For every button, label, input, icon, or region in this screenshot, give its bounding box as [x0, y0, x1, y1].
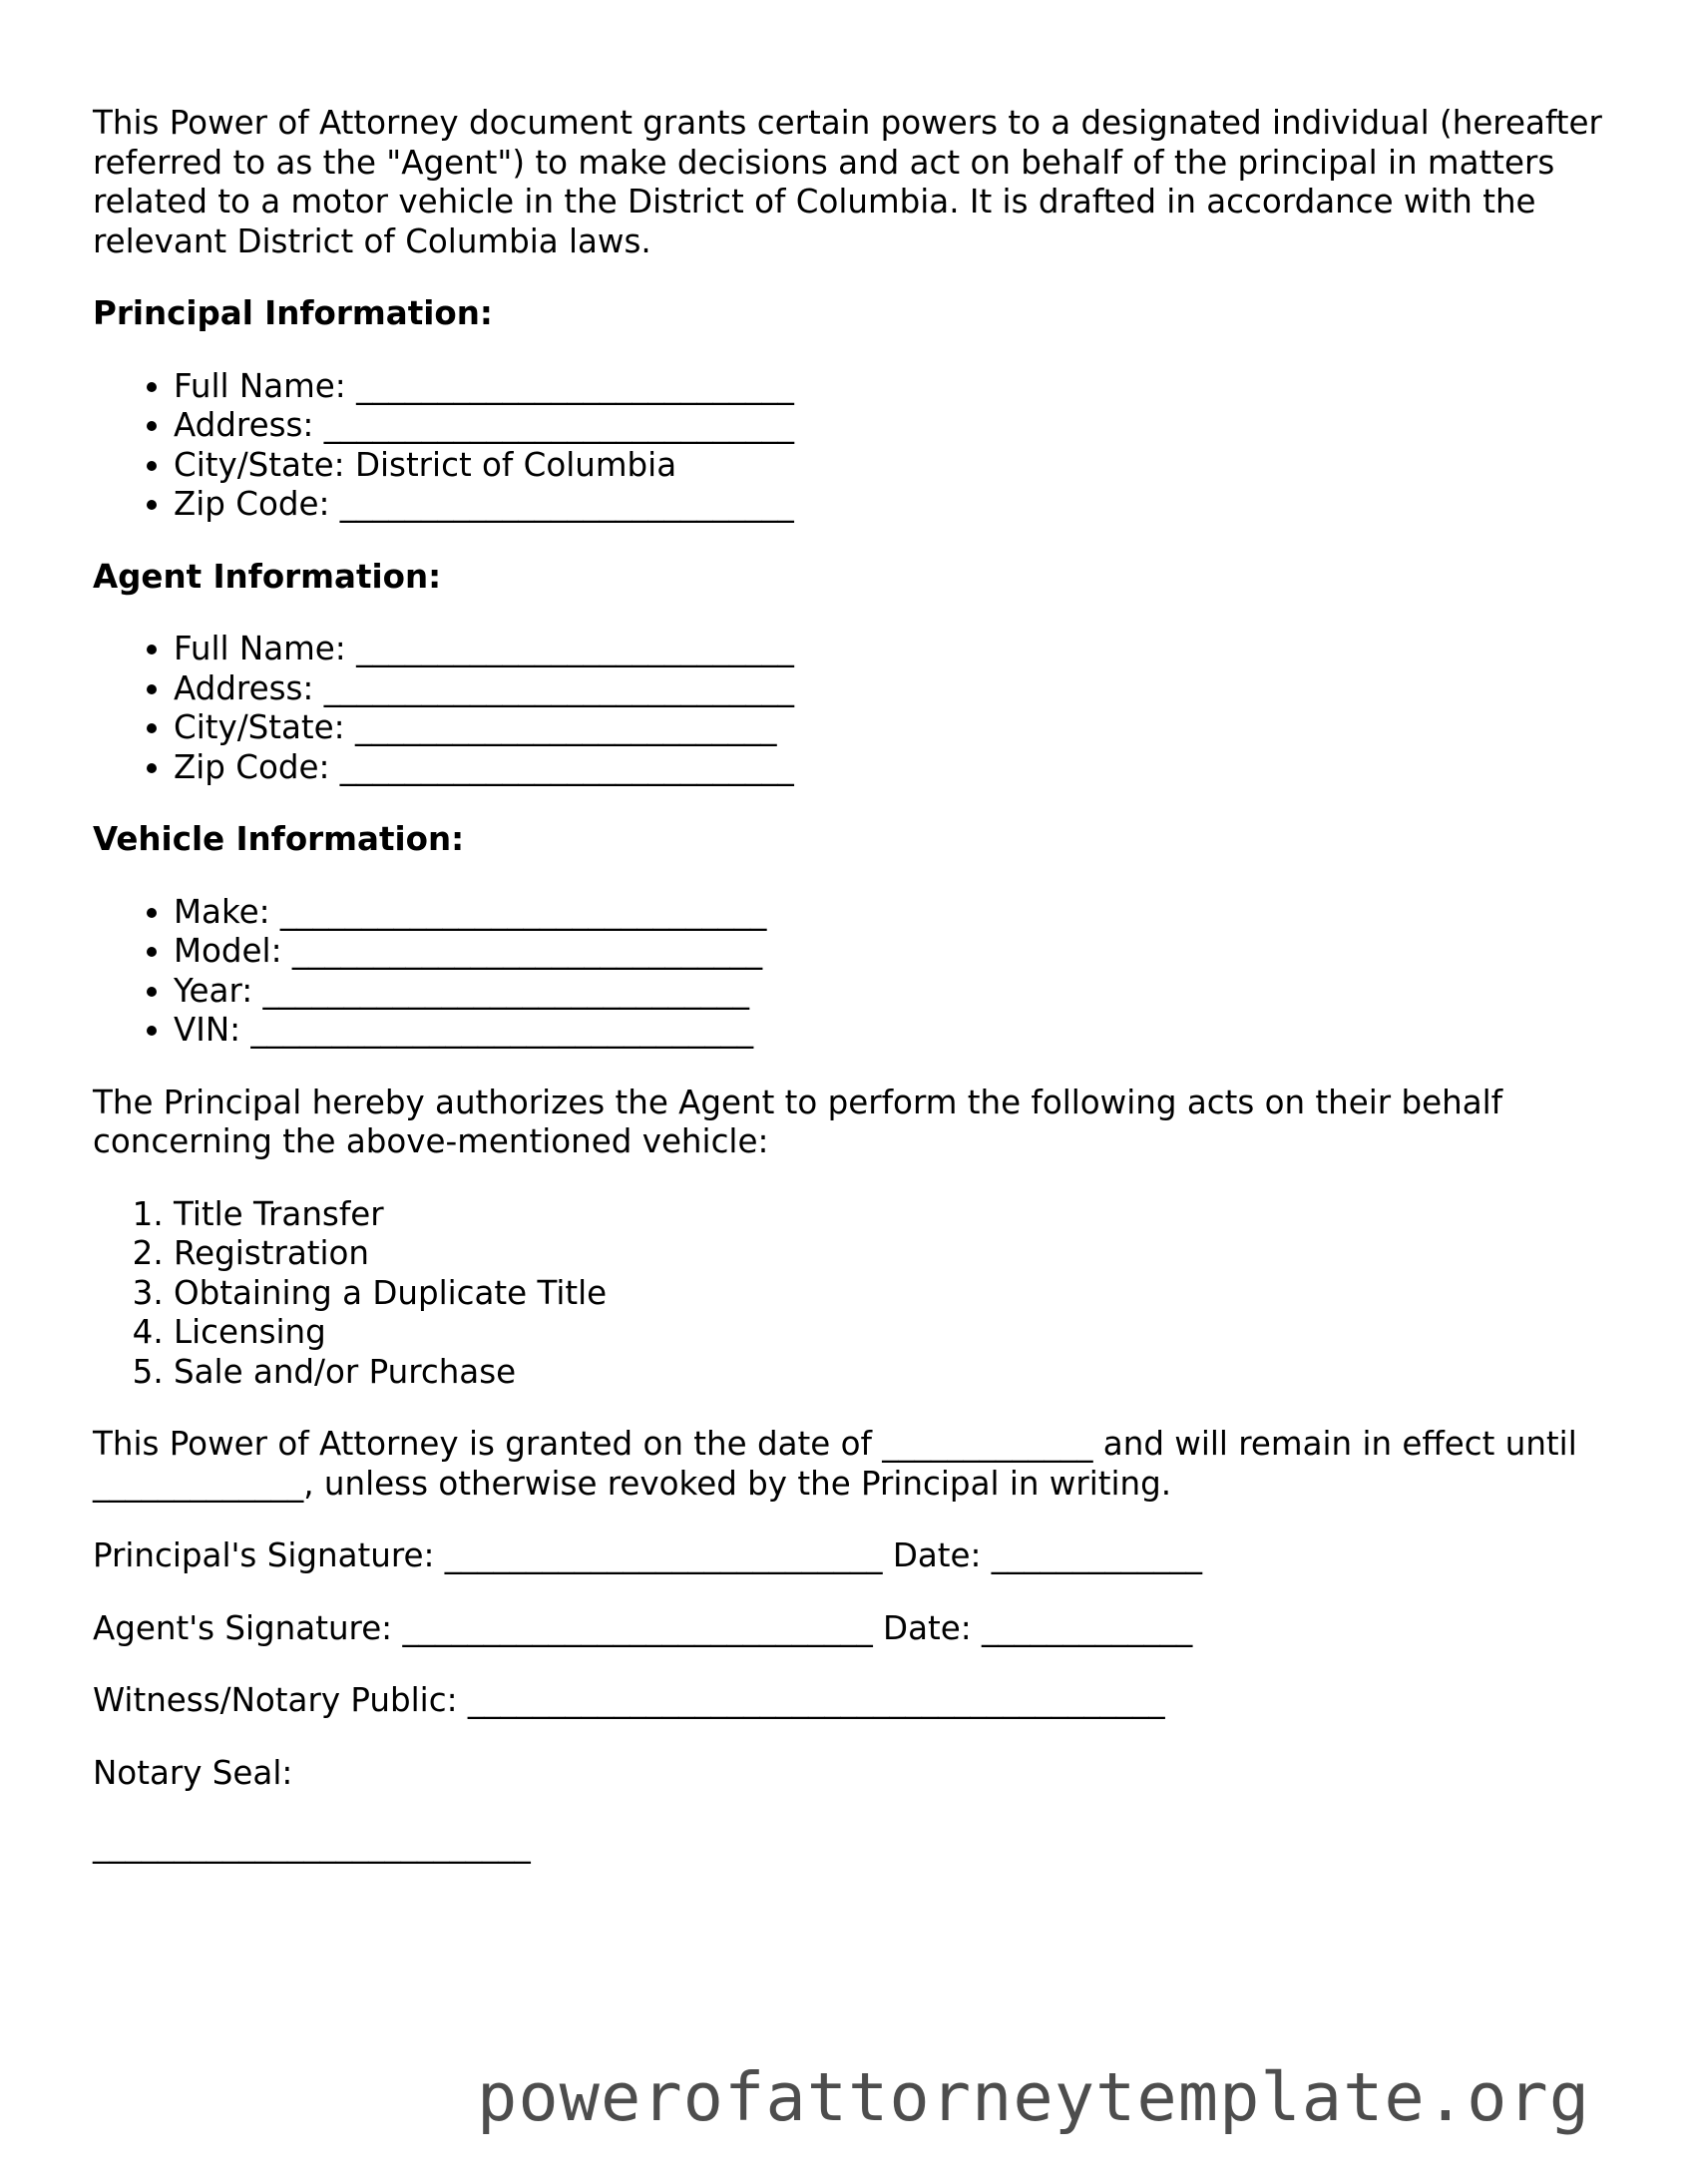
act-item: 3. Obtaining a Duplicate Title	[174, 1274, 1609, 1314]
authorization-paragraph: The Principal hereby authorizes the Agent to perform the following acts on their behalf concerning the above-mentioned vehicle:	[93, 1083, 1503, 1160]
agent-address-item: • Address: _____________________________	[174, 669, 1609, 709]
vehicle-model-item: • Model: _____________________________	[174, 932, 1609, 972]
watermark: powerofattorneytemplate.org	[477, 2058, 1591, 2136]
principal-heading: Principal Information:	[93, 294, 493, 332]
act-item: 2. Registration	[174, 1234, 1609, 1274]
agent-zip-code-item: • Zip Code: ____________________________	[174, 748, 1609, 788]
vehicle-vin-item: • VIN: _______________________________	[174, 1011, 1609, 1051]
agent-full-name-item: • Full Name: ___________________________	[174, 630, 1609, 669]
act-item: 5. Sale and/or Purchase	[174, 1353, 1609, 1393]
principal-address-item: • Address: _____________________________	[174, 406, 1609, 446]
act-item: 1. Title Transfer	[174, 1195, 1609, 1235]
agent-city-state-item: • City/State: __________________________	[174, 708, 1609, 748]
principal-list	[93, 367, 1609, 525]
vehicle-make-item: • Make: ______________________________	[174, 893, 1609, 933]
notary-seal-line: ___________________________	[93, 1826, 531, 1864]
document-page	[93, 104, 1609, 1866]
intro-paragraph: This Power of Attorney document grants certain powers to a designated individual (hereafter referred to as the "Agent") to make decisions and act on behalf of the principal in matters related to a motor vehicle in the District of Columbia. It is drafted in accordance with the relevant District of Columbia laws.	[93, 104, 1602, 260]
agent-heading: Agent Information:	[93, 557, 442, 596]
agent-list	[93, 630, 1609, 787]
witness-line: Witness/Notary Public: ___________________________________________	[93, 1681, 1165, 1719]
principal-city-state-item: • City/State: District of Columbia	[174, 446, 1609, 486]
act-item: 4. Licensing	[174, 1313, 1609, 1353]
principal-signature-line: Principal's Signature: ___________________________ Date: _____________	[93, 1536, 1203, 1574]
grant-paragraph: This Power of Attorney is granted on the date of _____________ and will remain in effect until _____________, unless otherwise revoked by the Principal in writing.	[93, 1425, 1577, 1503]
vehicle-year-item: • Year: ______________________________	[174, 972, 1609, 1012]
vehicle-list	[93, 893, 1609, 1051]
acts-list	[93, 1195, 1609, 1393]
vehicle-heading: Vehicle Information:	[93, 820, 465, 858]
notary-seal-label: Notary Seal:	[93, 1753, 293, 1792]
agent-signature-line: Agent's Signature: _____________________________ Date: _____________	[93, 1608, 1193, 1647]
principal-zip-code-item: • Zip Code: ____________________________	[174, 485, 1609, 525]
principal-full-name-item: • Full Name: ___________________________	[174, 367, 1609, 407]
